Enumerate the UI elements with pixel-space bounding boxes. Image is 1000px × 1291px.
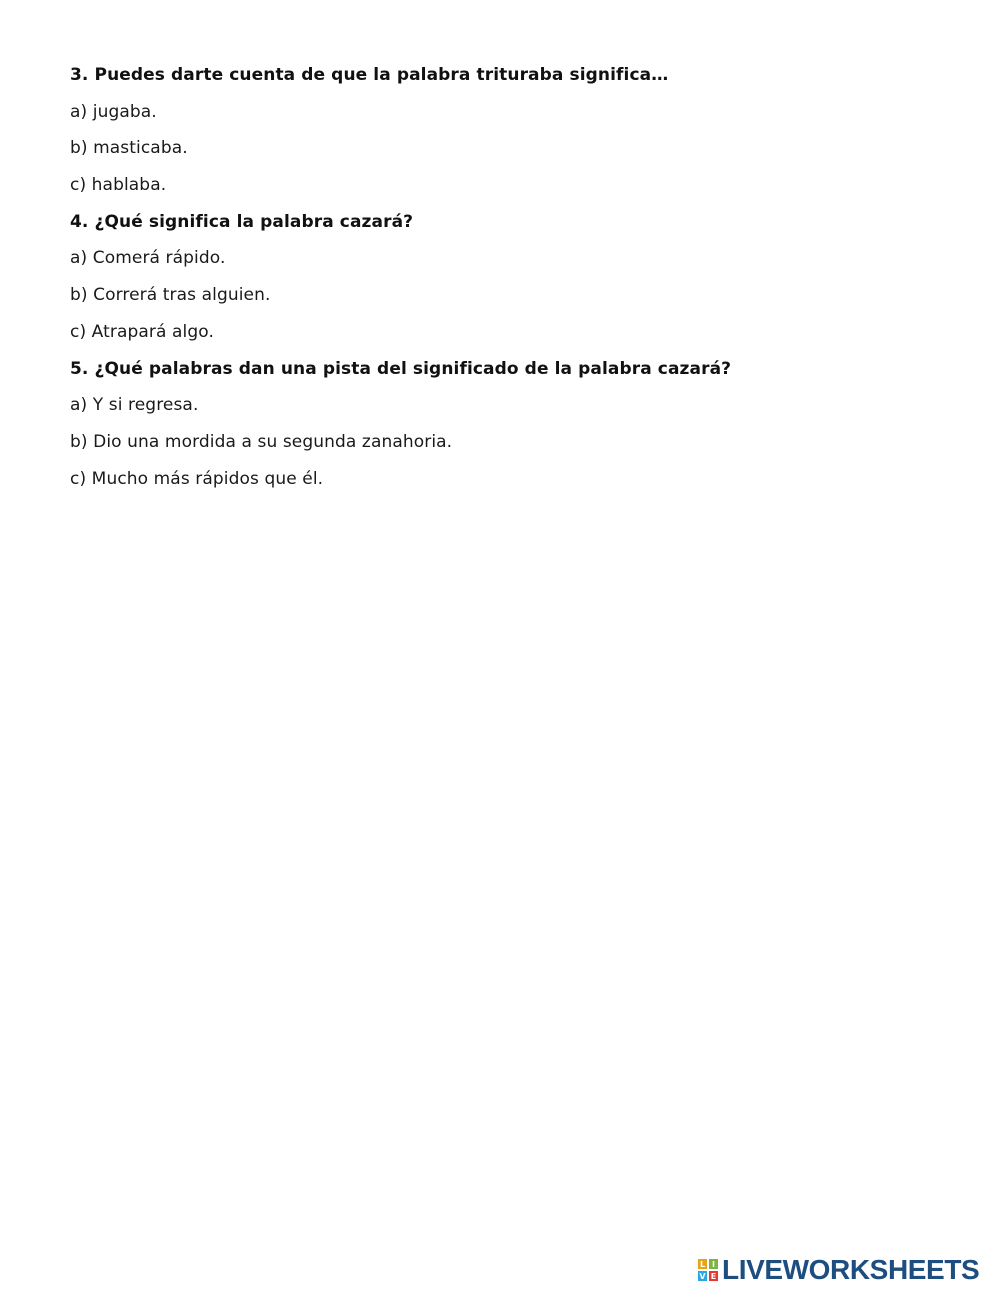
question-3: 3. Puedes darte cuenta de que la palabra trituraba significa… — [70, 65, 669, 85]
logo-mark-letter-l: L — [697, 1258, 708, 1270]
question-5-option-b: b) Dio una mordida a su segunda zanahoria. — [70, 431, 453, 452]
logo-wordmark: LIVEWORKSHEETS — [722, 1254, 980, 1285]
question-4-option-a: a) Comerá rápido. — [70, 248, 226, 269]
question-5-option-a: a) Y si regresa. — [70, 395, 199, 416]
question-4: 4. ¿Qué significa la palabra cazará? — [70, 211, 414, 232]
logo-mark-letter-e: E — [708, 1270, 719, 1282]
question-5-option-c: c) Mucho más rápidos que él. — [70, 468, 324, 489]
question-4-option-c: c) Atrapará algo. — [70, 321, 214, 342]
worksheet-questions — [70, 64, 950, 504]
question-5: 5. ¿Qué palabras dan una pista del significado de la palabra cazará? — [70, 358, 732, 379]
question-3-option-a: a) jugaba. — [70, 101, 157, 122]
question-4-option-b: b) Correrá tras alguien. — [70, 285, 271, 306]
logo-mark-letter-v: V — [697, 1270, 708, 1282]
liveworksheets-logo — [697, 1255, 979, 1285]
logo-mark-letter-i: I — [708, 1258, 719, 1270]
liveworksheets-logo-icon — [697, 1258, 719, 1282]
question-3-option-c: c) hablaba. — [70, 175, 167, 196]
question-3-option-b: b) masticaba. — [70, 138, 188, 159]
